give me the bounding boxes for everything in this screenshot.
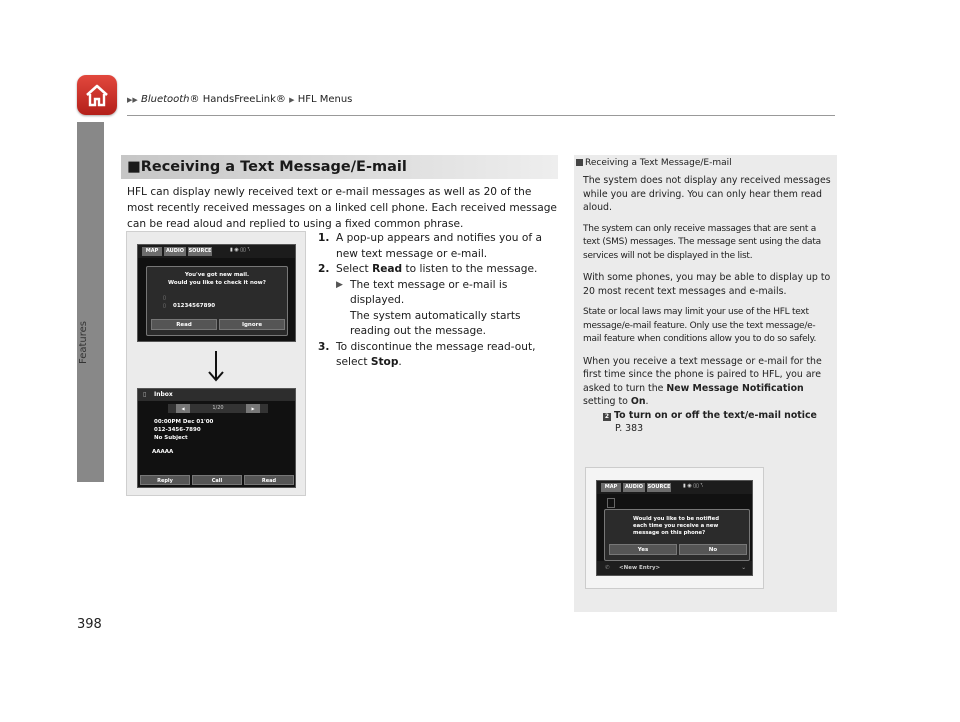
map-button[interactable]: MAP [601,483,621,492]
step-3: 3. To discontinue the message read-out, select Stop. [318,340,536,368]
sender-number: 01234567890 [173,303,216,309]
screen-top-bar [597,481,752,494]
features-side-tab[interactable] [77,122,104,482]
note-paragraph: When you receive a text message or e-mail for the first time since the phone is paired to HFL, you are asked to turn the New Message Notification setting to On. [583,355,822,407]
phone-icon: ▯ [143,391,147,398]
scroll-down-icon[interactable]: ⌄ [741,565,746,571]
breadcrumb [127,94,352,105]
note-paragraph: The system does not display any received messages while you are driving. You can only hear them read aloud. [583,175,831,213]
home-icon [84,82,110,108]
inbox-title: ▯ Inbox [138,389,295,401]
cross-reference-icon: 2 [604,412,610,420]
breadcrumb-item-hfl-menus[interactable]: HFL Menus [297,94,353,105]
intro-paragraph: HFL can display newly received text or e-mail messages as well as 20 of the most recently received messages on a linked cell phone. Each received message can be read aloud and replied to using a fixed common phrase. [127,186,557,230]
message-body: AAAAA [152,449,174,455]
signal-status-icon: ▮ ◉ ▯▯ ᵀₗ [230,247,251,253]
section-title: ■Receiving a Text Message/E-mail [121,155,558,179]
call-button[interactable]: Call [192,475,242,485]
side-label: Features [78,321,89,364]
note-paragraph: With some phones, you may be able to display up to 20 most recent text messages and e-mails. [583,272,831,297]
next-message-button[interactable]: ▶ [246,404,260,413]
audio-button[interactable]: AUDIO [165,248,185,254]
screen-top-bar [138,245,295,258]
note-paragraph: State or local laws may limit your use of the HFL text message/e-mail feature. Only use the text message/e-mail feature when conditions allow you to do so safely. [583,307,817,344]
breadcrumb-item-bluetooth[interactable]: Bluetooth [140,94,190,105]
sms-icon: ▯ [163,295,166,301]
step-1: 1. A pop-up appears and notifies you of a new text message or e-mail. [318,232,542,260]
source-button[interactable]: SOURCE [188,248,212,254]
breadcrumb-item-handsfreelink[interactable]: ® HandsFreeLink® [189,94,286,105]
previous-message-button[interactable]: ◀ [176,404,190,413]
inbox-action-row [138,475,295,485]
notification-dialog [604,509,750,561]
message-timestamp: 00:00PM Dec 01'00 [154,419,214,425]
phone-icon: ▯ [163,303,166,309]
new-entry-item[interactable]: ✆ <New Entry> ⌄ [597,561,752,575]
message-pager [168,404,268,413]
new-mail-dialog [146,266,288,336]
step-2: 2. Select Read to listen to the message. [318,263,538,275]
arrow-down-icon [205,350,227,382]
dialog-line: Would you like to be notified [633,516,719,522]
message-sender: 012-3456-7890 [154,427,201,433]
dialog-line: message on this phone? [633,530,706,536]
cross-reference-page[interactable]: P. 383 [615,423,644,434]
phone-icon: ✆ [605,565,610,571]
phone-icon [607,498,615,508]
dialog-question: Would you like to check it now? [168,280,266,286]
new-mail-popup-screen [137,244,296,342]
home-button[interactable] [77,75,117,115]
note-marker-icon [576,159,583,166]
map-button[interactable]: MAP [142,247,162,256]
note-paragraph: The system can only receive massages that are sent a text (SMS) messages. The message sent using the data services will not be displayed in the list. [583,223,821,261]
audio-button[interactable]: AUDIO [624,484,644,490]
note-body [583,174,833,436]
signal-status-icon: ▮ ◉ ▯▯ ᵀₗ [683,483,704,489]
steps-list [318,231,558,371]
source-button[interactable]: SOURCE [647,484,671,490]
chevron-right-icon: ▶▶ [127,96,138,104]
page-number: 398 [77,617,102,632]
read-button[interactable]: Read [151,319,217,330]
message-subject: No Subject [154,435,188,441]
no-button[interactable]: No [679,544,747,555]
ignore-button[interactable]: Ignore [219,319,285,330]
result-arrow-icon: ▶ [336,279,343,290]
note-title: Receiving a Text Message/E-mail [576,158,732,168]
header-divider [127,115,835,116]
step-2-result: ▶ The text message or e-mail is displayed. The system automatically starts reading out the message. [336,278,521,337]
yes-button[interactable]: Yes [609,544,677,555]
read-message-button[interactable]: Read [244,475,294,485]
chevron-right-icon: ▶ [289,96,295,104]
notification-setting-screen [596,480,753,576]
inbox-screen [137,388,296,488]
pager-count: 1/20 [212,405,224,411]
dialog-line: each time you receive a new [633,523,719,529]
dialog-message: You've got new mail. [184,272,250,278]
cross-reference-link[interactable]: 2 To turn on or off the text/e-mail notice [604,409,817,421]
reply-button[interactable]: Reply [140,475,190,485]
